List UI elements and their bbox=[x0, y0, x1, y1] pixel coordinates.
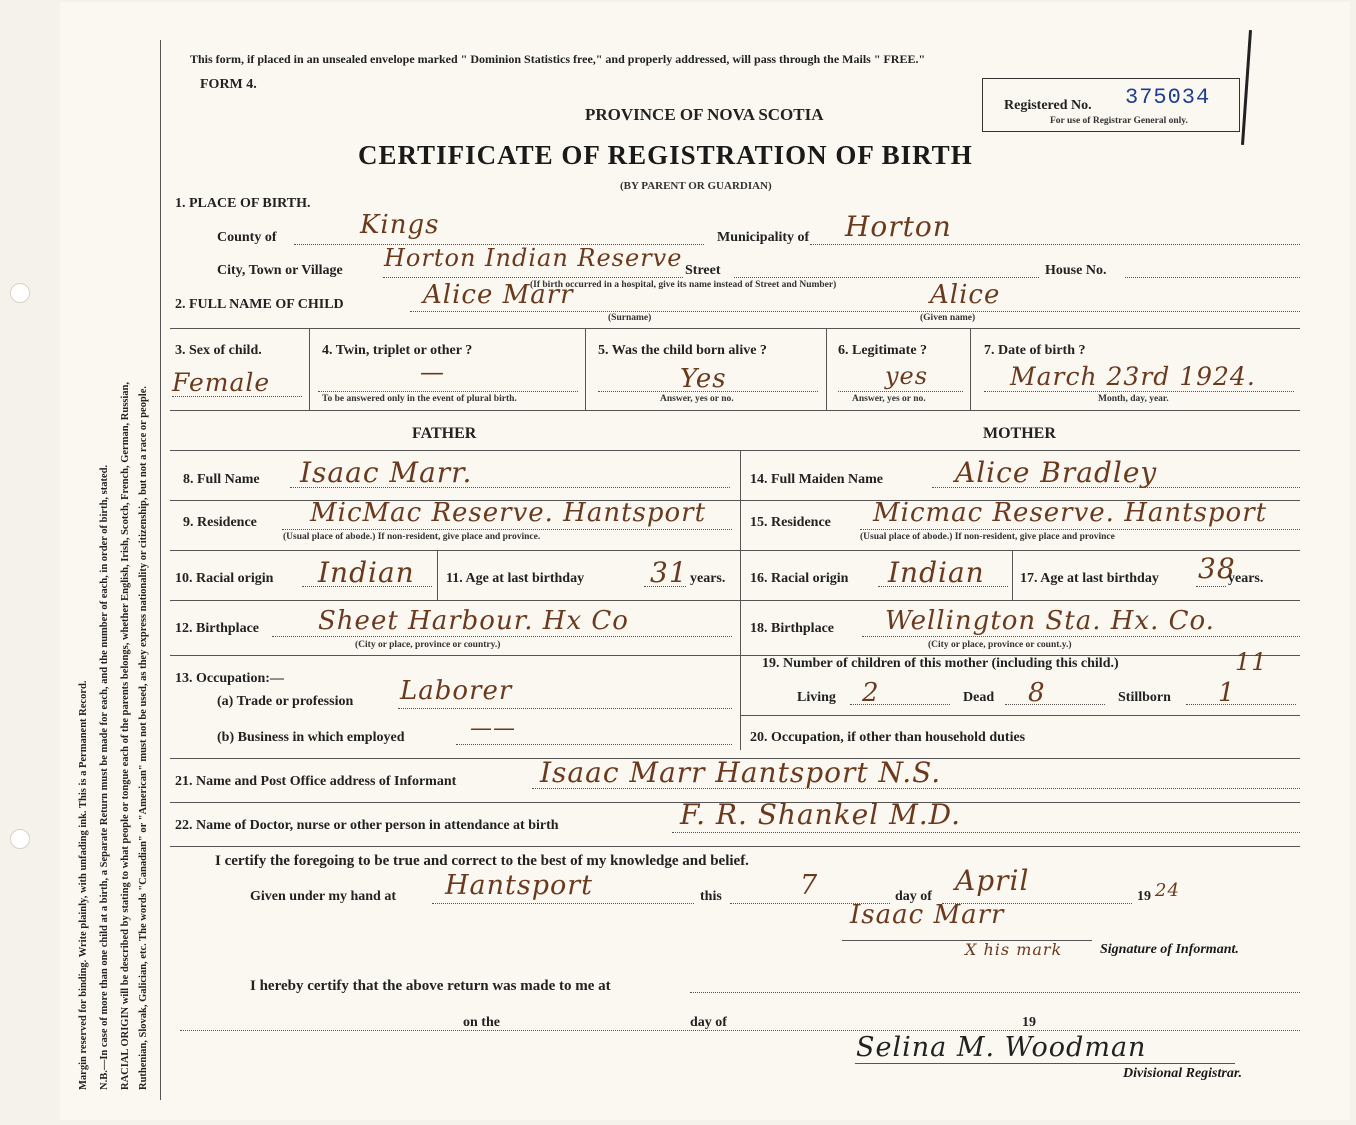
municipality-label: Municipality of bbox=[717, 230, 810, 245]
place-of-birth-label: 1. PLACE OF BIRTH. bbox=[175, 196, 311, 211]
form-number: FORM 4. bbox=[200, 77, 257, 92]
informant-value: Isaac Marr Hantsport N.S. bbox=[540, 756, 942, 789]
father-birthplace-value: Sheet Harbour. Hx Co bbox=[318, 606, 629, 636]
mail-notice: This form, if placed in an unsealed envelope marked " Dominion Statistics free," and properly addressed, will pass through the Mails " FREE." bbox=[190, 52, 926, 66]
margin-note-multiple-birth: N.B.—In case of more than one child at a birth, a Separate Return must be made for each, and the number of each, in order of birth, stated. bbox=[99, 464, 110, 1090]
father-business-value: —— bbox=[470, 716, 516, 741]
certificate-title: CERTIFICATE OF REGISTRATION OF BIRTH bbox=[358, 140, 973, 170]
mother-name-value: Alice Bradley bbox=[955, 456, 1158, 489]
margin-note-racial-origin: RACIAL ORIGIN will be described by stating to what people or tongue each of the parents belongs, whether English, Irish, Scotch, French, German, Russian, bbox=[120, 381, 131, 1090]
father-business-line bbox=[456, 744, 732, 745]
legitimate-label: 6. Legitimate ? bbox=[838, 343, 928, 358]
father-residence-line bbox=[282, 529, 732, 530]
mother-birthplace-line bbox=[862, 636, 1300, 637]
row3-bottom-rule bbox=[170, 410, 1300, 411]
mother-age-unit: years. bbox=[1228, 571, 1264, 586]
certify-year-prefix: 19 bbox=[1137, 889, 1151, 904]
father-trade-value: Laborer bbox=[400, 676, 513, 706]
father-racial-origin-label: 10. Racial origin bbox=[175, 571, 274, 586]
binding-hole-bottom bbox=[10, 829, 30, 849]
certify-this-label: this bbox=[700, 889, 722, 904]
registered-label: Registered No. bbox=[1004, 98, 1092, 113]
mother-occupation-label: 20. Occupation, if other than household duties bbox=[750, 730, 1026, 745]
father-business-label: (b) Business in which employed bbox=[217, 730, 405, 745]
father-residence-value: MicMac Reserve. Hantsport bbox=[310, 498, 707, 528]
living-label: Living bbox=[797, 690, 836, 705]
mother-race-age-divider bbox=[1012, 550, 1013, 600]
children-count-label: 19. Number of children of this mother (including this child.) bbox=[762, 656, 1119, 671]
registrar-signature-line bbox=[855, 1063, 1235, 1064]
born-alive-label: 5. Was the child born alive ? bbox=[598, 343, 767, 358]
registrar-place-line-2 bbox=[180, 1030, 1300, 1031]
date-of-birth-label: 7. Date of birth ? bbox=[984, 343, 1086, 358]
city-value: Horton Indian Reserve bbox=[384, 244, 683, 272]
margin-rule bbox=[160, 40, 161, 1100]
date-of-birth-line bbox=[984, 391, 1294, 392]
child-name-label: 2. FULL NAME OF CHILD bbox=[175, 297, 344, 312]
certify-place-line bbox=[432, 903, 694, 904]
mother-name-label: 14. Full Maiden Name bbox=[750, 472, 883, 487]
row9-rule bbox=[170, 550, 1300, 551]
mother-residence-label: 15. Residence bbox=[750, 515, 831, 530]
father-trade-label: (a) Trade or profession bbox=[217, 694, 354, 709]
twin-line bbox=[318, 391, 578, 392]
registrar-place-line bbox=[690, 992, 1300, 993]
doctor-value: F. R. Shankel M.D. bbox=[680, 798, 962, 831]
certify-statement: I certify the foregoing to be true and correct to the best of my knowledge and belief. bbox=[215, 853, 749, 869]
city-label: City, Town or Village bbox=[217, 263, 343, 278]
mother-age-value: 38 bbox=[1198, 552, 1236, 585]
father-heading: FATHER bbox=[412, 425, 477, 442]
municipality-value: Horton bbox=[845, 210, 952, 243]
doctor-line bbox=[672, 832, 1300, 833]
stillborn-line bbox=[1186, 704, 1296, 705]
father-age-value: 31 bbox=[650, 556, 688, 589]
row19-rule bbox=[740, 715, 1300, 716]
father-age-label: 11. Age at last birthday bbox=[446, 571, 585, 586]
mother-heading: MOTHER bbox=[983, 425, 1056, 442]
dead-label: Dead bbox=[963, 690, 995, 705]
mother-residence-note: (Usual place of abode.) If non-resident, give place and province bbox=[860, 532, 1115, 542]
legitimate-note: Answer, yes or no. bbox=[852, 394, 926, 404]
county-label: County of bbox=[217, 230, 277, 245]
child-name-line bbox=[410, 311, 1300, 312]
certify-day-of-label: day of bbox=[895, 889, 932, 904]
sex-line bbox=[172, 396, 302, 397]
date-of-birth-note: Month, day, year. bbox=[1098, 394, 1169, 404]
date-of-birth-value: March 23rd 1924. bbox=[1010, 362, 1256, 391]
born-alive-value: Yes bbox=[680, 364, 727, 394]
registrar-signature: Selina M. Woodman bbox=[856, 1032, 1147, 1063]
city-line bbox=[383, 277, 683, 278]
margin-note-racial-origin-cont: Ruthenian, Slovak, Galician, etc. The words "Canadian" or "American" must not be used, as they express nationality or citizenship, but not a race or people. bbox=[138, 385, 149, 1090]
sex-value: Female bbox=[172, 368, 271, 397]
certify-year-value: 24 bbox=[1155, 880, 1180, 901]
sex-label: 3. Sex of child. bbox=[175, 343, 262, 358]
given-under-hand-label: Given under my hand at bbox=[250, 889, 396, 904]
row3-divider-2 bbox=[585, 328, 586, 410]
row3-top-rule bbox=[170, 328, 1300, 329]
father-race-age-divider bbox=[437, 550, 438, 600]
father-birthplace-line bbox=[272, 636, 732, 637]
mother-residence-line bbox=[860, 529, 1300, 530]
father-name-label: 8. Full Name bbox=[183, 472, 260, 487]
informant-label: 21. Name and Post Office address of Informant bbox=[175, 774, 457, 789]
street-line bbox=[734, 277, 1039, 278]
father-occupation-label: 13. Occupation:— bbox=[175, 671, 284, 686]
mother-age-line bbox=[1196, 586, 1226, 587]
living-value: 2 bbox=[862, 678, 880, 708]
father-residence-label: 9. Residence bbox=[183, 515, 257, 530]
twin-note: To be answered only in the event of plural birth. bbox=[322, 394, 517, 404]
child-given-name-value: Alice bbox=[930, 280, 1001, 310]
row3-divider-1 bbox=[309, 328, 310, 410]
binding-hole-top bbox=[10, 283, 30, 303]
row10-rule bbox=[170, 600, 1300, 601]
twin-label: 4. Twin, triplet or other ? bbox=[322, 343, 473, 358]
dead-line bbox=[1005, 704, 1105, 705]
mother-birthplace-label: 18. Birthplace bbox=[750, 621, 834, 636]
surname-caption: (Surname) bbox=[608, 313, 652, 323]
certify-month-value: April bbox=[955, 864, 1030, 897]
registrar-day-of-label: day of bbox=[690, 1015, 727, 1030]
dead-value: 8 bbox=[1028, 678, 1046, 708]
registrar-caption: Divisional Registrar. bbox=[1123, 1066, 1243, 1081]
hospital-note: (If birth occurred in a hospital, give its name instead of Street and Number) bbox=[530, 280, 837, 290]
informant-mark: X his mark bbox=[965, 940, 1063, 959]
stillborn-value: 1 bbox=[1218, 678, 1236, 708]
municipality-line bbox=[810, 244, 1300, 245]
row22-rule bbox=[170, 846, 1300, 847]
margin-note-binding: Margin reserved for binding. Write plainly, with unfading ink. This is a Permanent Record. bbox=[78, 680, 89, 1090]
registrar-note: For use of Registrar General only. bbox=[1050, 116, 1188, 126]
father-birthplace-note: (City or place, province or country.) bbox=[355, 640, 501, 650]
registrar-statement: I hereby certify that the above return was made to me at bbox=[250, 978, 611, 994]
row3-divider-4 bbox=[970, 328, 971, 410]
certify-place-value: Hantsport bbox=[445, 870, 594, 901]
mother-birthplace-note: (City or place, province or count.y.) bbox=[928, 640, 1072, 650]
father-residence-note: (Usual place of abode.) If non-resident, give place and province. bbox=[283, 532, 541, 542]
father-name-value: Isaac Marr. bbox=[300, 456, 473, 489]
street-label: Street bbox=[685, 263, 721, 278]
certify-day-value: 7 bbox=[800, 870, 819, 901]
mother-residence-value: Micmac Reserve. Hantsport bbox=[873, 498, 1268, 528]
row12-rule bbox=[170, 655, 1300, 656]
father-birthplace-label: 12. Birthplace bbox=[175, 621, 259, 636]
twin-value: — bbox=[420, 358, 445, 386]
mother-birthplace-value: Wellington Sta. Hx. Co. bbox=[885, 606, 1215, 636]
registrar-on-the-label: on the bbox=[463, 1015, 500, 1030]
stillborn-label: Stillborn bbox=[1118, 690, 1171, 705]
parents-top-rule bbox=[170, 450, 1300, 451]
row3-divider-3 bbox=[826, 328, 827, 410]
province-heading: PROVINCE OF NOVA SCOTIA bbox=[585, 105, 824, 124]
mother-racial-origin-label: 16. Racial origin bbox=[750, 571, 849, 586]
mother-racial-origin-value: Indian bbox=[888, 556, 985, 589]
registered-number: 375034 bbox=[1125, 85, 1211, 110]
father-racial-origin-value: Indian bbox=[318, 556, 415, 589]
certificate-subtitle: (BY PARENT OR GUARDIAN) bbox=[620, 180, 772, 192]
born-alive-line bbox=[598, 391, 818, 392]
child-surname-value: Alice Marr bbox=[423, 280, 574, 310]
born-alive-note: Answer, yes or no. bbox=[660, 394, 734, 404]
house-number-label: House No. bbox=[1045, 263, 1107, 278]
county-value: Kings bbox=[360, 210, 440, 240]
house-number-line bbox=[1125, 277, 1300, 278]
children-count-value: 11 bbox=[1235, 648, 1268, 676]
given-name-caption: (Given name) bbox=[920, 313, 976, 323]
legitimate-value: yes bbox=[885, 362, 929, 390]
father-trade-line bbox=[398, 708, 732, 709]
doctor-label: 22. Name of Doctor, nurse or other person in attendance at birth bbox=[175, 818, 559, 833]
father-age-unit: years. bbox=[690, 571, 726, 586]
informant-signature: Isaac Marr bbox=[850, 900, 1005, 930]
registrar-year-prefix: 19 bbox=[1022, 1015, 1036, 1030]
legitimate-line bbox=[838, 391, 963, 392]
informant-signature-caption: Signature of Informant. bbox=[1100, 942, 1239, 957]
mother-age-label: 17. Age at last birthday bbox=[1020, 571, 1159, 586]
